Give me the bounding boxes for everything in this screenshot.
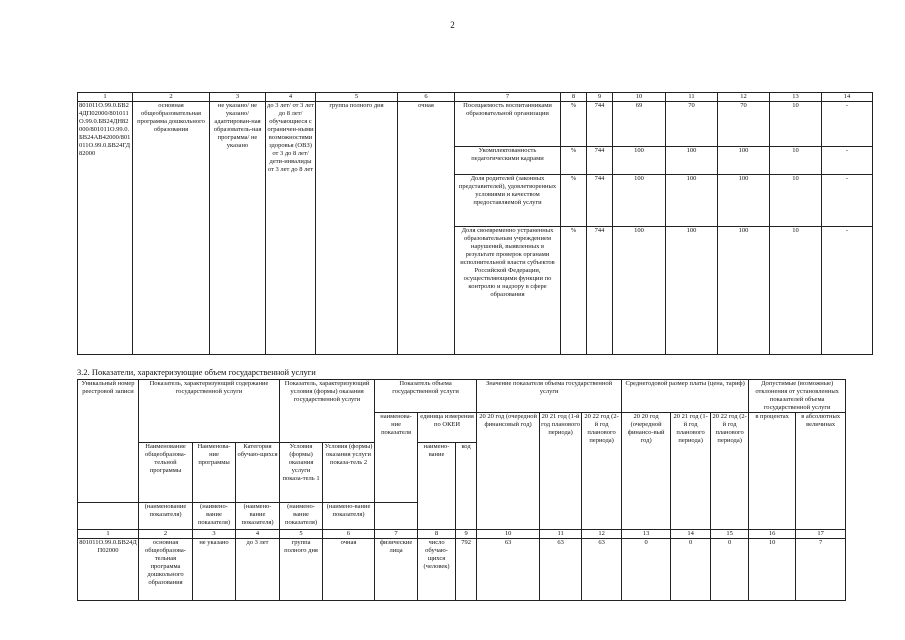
value-year1: 100 bbox=[613, 227, 666, 355]
deviation-absolute: - bbox=[822, 227, 873, 355]
indicator-name: физические лица bbox=[375, 539, 418, 601]
content-col2-header: Наименова-ние программы bbox=[193, 443, 236, 503]
col-num: 16 bbox=[749, 530, 796, 539]
col-num: 2 bbox=[133, 93, 210, 102]
value-year3: 70 bbox=[718, 102, 770, 147]
col-num: 13 bbox=[770, 93, 822, 102]
abs-header: в абсолютных величинах bbox=[796, 413, 846, 530]
condition1-header: Условия (формы) оказания услуги показа-тель 1 bbox=[280, 443, 323, 503]
deviation-percent: 10 bbox=[770, 175, 822, 227]
col-num: 7 bbox=[375, 530, 418, 539]
program-name-cell: не указано/ не указано/ адаптирован-ная образователь-ная программа/ не указано bbox=[210, 102, 266, 355]
condition2-header: Условия (формы) оказания услуги показа-тель 2 bbox=[323, 443, 375, 503]
indicator-name-header: наименова-ние показателя bbox=[375, 413, 418, 503]
col-num: 15 bbox=[711, 530, 749, 539]
okei-code: 744 bbox=[587, 175, 613, 227]
col-num: 5 bbox=[316, 93, 398, 102]
value-year1: 100 bbox=[613, 175, 666, 227]
indicator-name: Доля своевременно устраненных образовательным учреждением нарушений, выявленных в результате проверок органами исполнительной власти субъектов Российской Федерации, осуществляющими функции по контролю и надзору в сфере образования bbox=[455, 227, 561, 355]
program-cell: основная общеобразова-тельная программа дошкольного образования bbox=[139, 539, 193, 601]
col-num: 13 bbox=[622, 530, 671, 539]
deviation-percent: 10 bbox=[770, 227, 822, 355]
program-cell: основная общеобразовательная программа дошкольного образования bbox=[133, 102, 210, 355]
col-num: 12 bbox=[582, 530, 622, 539]
col-num: 14 bbox=[671, 530, 711, 539]
unit-header: единица измерения по ОКЕИ bbox=[418, 413, 477, 443]
deviation-absolute: - bbox=[822, 147, 873, 175]
section-title: 3.2. Показатели, характеризующие объем государственной услуги bbox=[77, 367, 316, 377]
col-num: 10 bbox=[613, 93, 666, 102]
col-num: 4 bbox=[266, 93, 316, 102]
value-year3: 100 bbox=[718, 227, 770, 355]
deviation-absolute: - bbox=[822, 175, 873, 227]
content-header: Показатель, характеризующий содержание государственной услуги bbox=[139, 380, 280, 443]
deviation-absolute: - bbox=[822, 102, 873, 147]
col-num: 6 bbox=[323, 530, 375, 539]
column-numbers-row bbox=[78, 530, 846, 539]
year3-header: 20 22 год (2-й год планового периода) bbox=[582, 413, 622, 530]
quality-indicators-table bbox=[77, 92, 873, 355]
year1-header: 20 20 год (очередной финансовый год) bbox=[477, 413, 540, 530]
form-cell: очная bbox=[323, 539, 375, 601]
sub-label: (наимено-вание показателя) bbox=[323, 503, 375, 530]
col-num: 12 bbox=[718, 93, 770, 102]
program-name-cell: не указано bbox=[193, 539, 236, 601]
registry-header: Уникальный номер реестровой записи bbox=[78, 380, 139, 503]
volume-indicators-table bbox=[77, 379, 846, 601]
unit-name: число обучаю-щихся (человек) bbox=[418, 539, 456, 601]
value-year2: 100 bbox=[666, 147, 718, 175]
content-col3-header: Категория обучаю-щихся bbox=[236, 443, 280, 503]
value-year3: 100 bbox=[718, 175, 770, 227]
content-col1-header: Наименование общеобразова-тельной программы bbox=[139, 443, 193, 503]
sub-label: (наименование показателя) bbox=[139, 503, 193, 530]
unit-code: 792 bbox=[456, 539, 477, 601]
col-num: 14 bbox=[822, 93, 873, 102]
col-num: 6 bbox=[398, 93, 455, 102]
conditions-header: Показатель, характеризующий условия (формы) оказания государственной услуги bbox=[280, 380, 375, 443]
value-year1: 69 bbox=[613, 102, 666, 147]
age-category-cell: до 3 лет/ от 3 лет до 8 лет/ обучающиеся с ограничен-ными возможностями здоровья (ОВЗ) от 3 до 8 лет/дети-инвалиды от 3 лет до 8 лет bbox=[266, 102, 316, 355]
indicator-name: Укомплектованность педагогическими кадрами bbox=[455, 147, 561, 175]
page-number: 2 bbox=[450, 20, 455, 30]
deviation-percent: 10 bbox=[749, 539, 796, 601]
registry-code-cell: 801011О.99.0.БВ24ДП02000 bbox=[78, 539, 139, 601]
col-num: 4 bbox=[236, 530, 280, 539]
deviation-header: Допустимые (возможные) отклонения от установленных показателей объема государственной услуги bbox=[749, 380, 846, 413]
value-header: Значение показателя объема государственной услуги bbox=[477, 380, 622, 413]
value-year2: 100 bbox=[666, 175, 718, 227]
indicator-sub-empty bbox=[375, 503, 418, 530]
header-row bbox=[78, 380, 846, 413]
unit-name-header: наимено-вание bbox=[418, 443, 456, 530]
fee-year2-header: 20 21 год (1-й год планового периода) bbox=[671, 413, 711, 530]
table-row bbox=[78, 539, 846, 601]
col-num: 9 bbox=[456, 530, 477, 539]
unit-name: % bbox=[561, 147, 587, 175]
col-num: 11 bbox=[540, 530, 582, 539]
indicator-name: Доля родителей (законных представителей), удовлетворенных условиями и качеством предоставляемой услуги bbox=[455, 175, 561, 227]
year2-header: 20 21 год (1-й год планового периода) bbox=[540, 413, 582, 530]
sub-label: (наимено-вание показателя) bbox=[236, 503, 280, 530]
unit-name: % bbox=[561, 227, 587, 355]
fee-year3-header: 20 22 год (2-й год планового периода) bbox=[711, 413, 749, 530]
col-num: 17 bbox=[796, 530, 846, 539]
deviation-percent: 10 bbox=[770, 102, 822, 147]
value-year3: 100 bbox=[718, 147, 770, 175]
col-num: 11 bbox=[666, 93, 718, 102]
sub-label: (наимено-вание показателя) bbox=[193, 503, 236, 530]
pct-header: в процентах bbox=[749, 413, 796, 530]
okei-code: 744 bbox=[587, 227, 613, 355]
col-num: 8 bbox=[561, 93, 587, 102]
value-year2: 63 bbox=[540, 539, 582, 601]
unit-name: % bbox=[561, 175, 587, 227]
value-year2: 100 bbox=[666, 227, 718, 355]
value-year1: 63 bbox=[477, 539, 540, 601]
volume-header: Показатель объема государственной услуги bbox=[375, 380, 477, 413]
unit-name: % bbox=[561, 102, 587, 147]
registry-code-cell: 801011О.99.0.БВ24ДП02000/801011О.99.0.БВ24ДН82000/801011О.99.0.БВ24АВ42000/801011О.99.0.БВ24ГД82000 bbox=[78, 102, 133, 355]
col-num: 2 bbox=[139, 530, 193, 539]
col-num: 9 bbox=[587, 93, 613, 102]
col-num: 1 bbox=[78, 530, 139, 539]
col-num: 3 bbox=[193, 530, 236, 539]
registry-sub-empty bbox=[78, 503, 139, 530]
fee-year1-header: 20 20 год (очередной финансо-вый год) bbox=[622, 413, 671, 530]
table-row bbox=[78, 102, 873, 147]
unit-code-header: код bbox=[456, 443, 477, 530]
sub-label: (наимено-вание показателя) bbox=[280, 503, 323, 530]
value-year3: 63 bbox=[582, 539, 622, 601]
indicator-name: Посещаемость воспитанниками образовательной организации bbox=[455, 102, 561, 147]
deviation-absolute: 7 bbox=[796, 539, 846, 601]
column-numbers-row bbox=[78, 93, 873, 102]
okei-code: 744 bbox=[587, 147, 613, 175]
col-num: 8 bbox=[418, 530, 456, 539]
col-num: 7 bbox=[455, 93, 561, 102]
form-cell: очная bbox=[398, 102, 455, 355]
value-year1: 100 bbox=[613, 147, 666, 175]
col-num: 10 bbox=[477, 530, 540, 539]
mode-cell: группа полного дня bbox=[316, 102, 398, 355]
col-num: 3 bbox=[210, 93, 266, 102]
okei-code: 744 bbox=[587, 102, 613, 147]
fee-year3: 0 bbox=[711, 539, 749, 601]
value-year2: 70 bbox=[666, 102, 718, 147]
age-category-cell: до 3 лет bbox=[236, 539, 280, 601]
fee-year2: 0 bbox=[671, 539, 711, 601]
deviation-percent: 10 bbox=[770, 147, 822, 175]
fee-header: Среднегодовой размер платы (цена, тариф) bbox=[622, 380, 749, 413]
col-num: 1 bbox=[78, 93, 133, 102]
fee-year1: 0 bbox=[622, 539, 671, 601]
col-num: 5 bbox=[280, 530, 323, 539]
mode-cell: группа полного дня bbox=[280, 539, 323, 601]
